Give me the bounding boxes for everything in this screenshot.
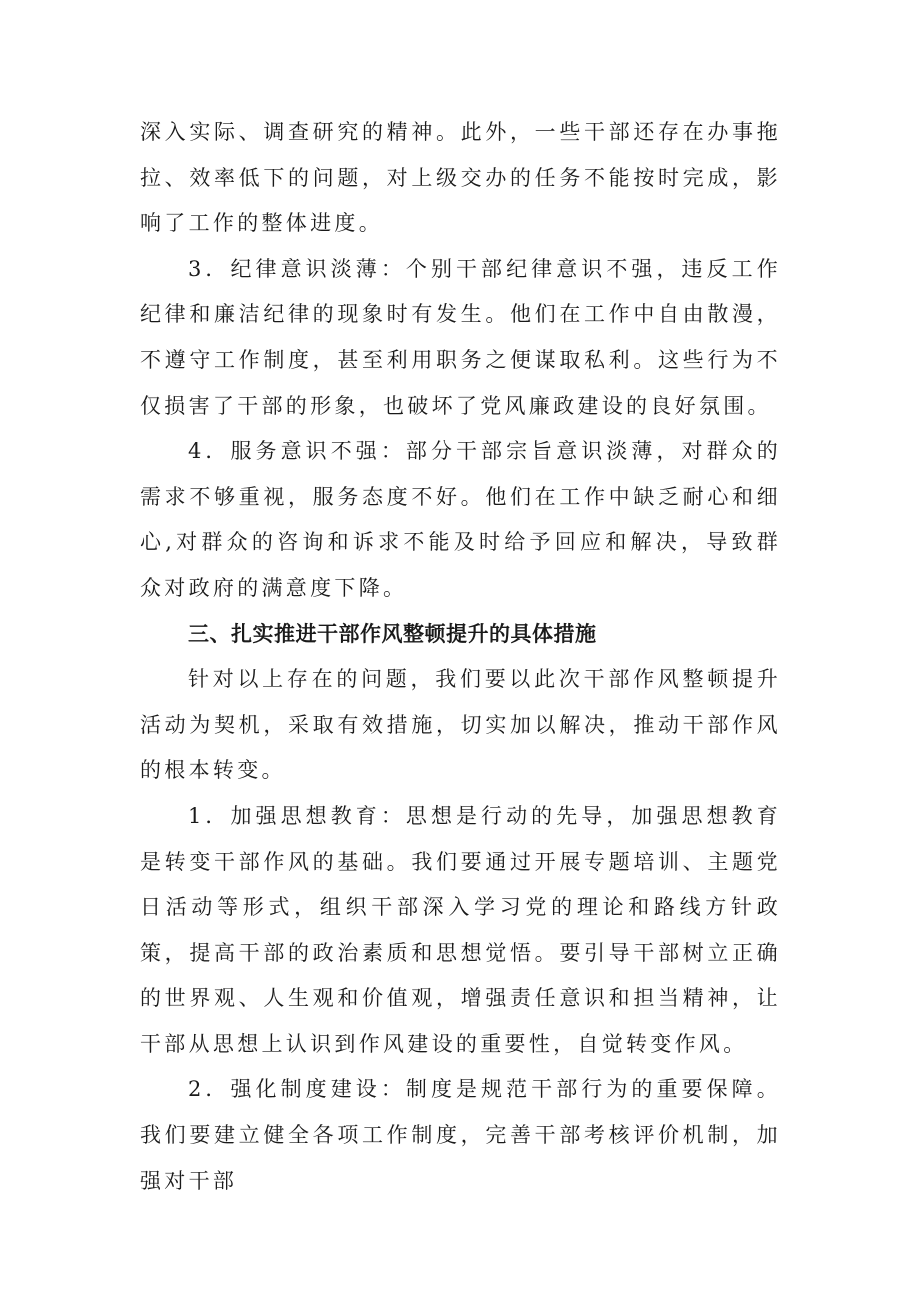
paragraph-continuation: 深入实际、调查研究的精神。此外，一些干部还存在办事拖拉、效率低下的问题，对上级交办的任务不能按时完成，影响了工作的整体进度。 (140, 120, 781, 236)
paragraph-institutional-building: 2．强化制度建设：制度是规范干部行为的重要保障。我们要建立健全各项工作制度，完善干部考核评价机制，加强对干部 (140, 1077, 781, 1193)
paragraph-measures-intro: 针对以上存在的问题，我们要以此次干部作风整顿提升活动为契机，采取有效措施，切实加以解决，推动干部作风的根本转变。 (140, 667, 781, 783)
paragraph-service-awareness: 4．服务意识不强：部分干部宗旨意识淡薄，对群众的需求不够重视，服务态度不好。他们在工作中缺乏耐心和细心,对群众的咨询和诉求不能及时给予回应和解决，导致群众对政府的满意度下降。 (140, 439, 781, 600)
paragraph-discipline-awareness: 3．纪律意识淡薄：个别干部纪律意识不强，违反工作纪律和廉洁纪律的现象时有发生。他们在工作中自由散漫，不遵守工作制度，甚至利用职务之便谋取私利。这些行为不仅损害了干部的形象，也破坏了党风廉政建设的良好氛围。 (140, 256, 781, 418)
paragraph-ideological-education: 1．加强思想教育：思想是行动的先导，加强思想教育是转变干部作风的基础。我们要通过开展专题培训、主题党日活动等形式，组织干部深入学习党的理论和路线方针政策，提高干部的政治素质和思想觉悟。要引导干部树立正确的世界观、人生观和价值观，增强责任意识和担当精神，让干部从思想上认识到作风建设的重要性，自觉转变作风。 (140, 803, 781, 1056)
document-body (140, 110, 781, 1204)
section-heading-measures: 三、扎实推进干部作风整顿提升的具体措施 (188, 621, 597, 646)
